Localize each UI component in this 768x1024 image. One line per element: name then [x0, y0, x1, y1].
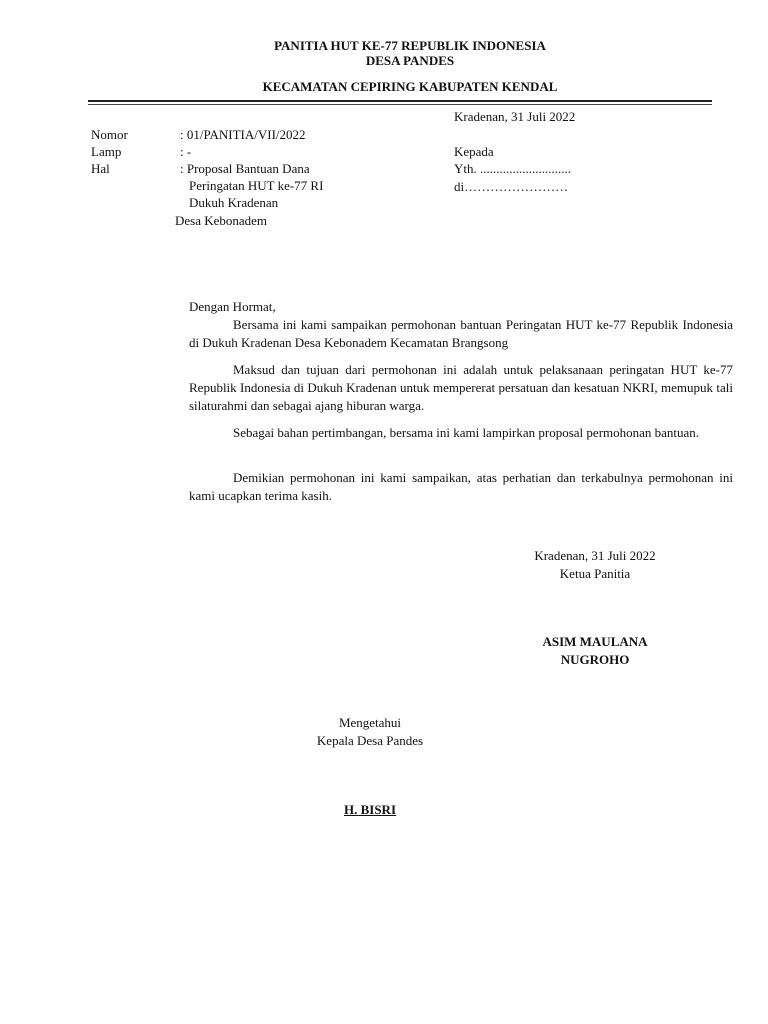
- signature-name-line-1: ASIM MAULANA: [542, 634, 648, 649]
- body-paragraph-1: Bersama ini kami sampaikan permohonan bantuan Peringatan HUT ke-77 Republik Indonesia di Dukuh Kradenan Desa Kebonadem Kecamatan Brangsong: [189, 317, 733, 350]
- place-date-top: Kradenan, 31 Juli 2022: [454, 109, 576, 124]
- salutation: Dengan Hormat,: [189, 299, 276, 314]
- signature-block: [490, 547, 700, 583]
- recipient-kepada: Kepada: [454, 144, 494, 159]
- header-line-1: PANITIA HUT KE-77 REPUBLIK INDONESIA: [274, 38, 546, 53]
- recipient-di: di……………………: [454, 179, 569, 194]
- acknowledgement-name: H. BISRI: [343, 802, 397, 817]
- hal-value-4: Desa Kebonadem: [175, 213, 268, 228]
- letterhead-rule-thin: [88, 104, 712, 105]
- body-paragraph-3: Sebagai bahan pertimbangan, bersama ini kami lampirkan proposal permohonan bantuan.: [233, 425, 700, 440]
- acknowledgement-block: [270, 714, 470, 750]
- hal-value-2: Peringatan HUT ke-77 RI: [189, 178, 324, 193]
- signature-name-line-2: NUGROHO: [560, 652, 630, 667]
- header-line-2: DESA PANDES: [365, 53, 455, 68]
- hal-label: Hal: [91, 161, 110, 176]
- hal-value-3: Dukuh Kradenan: [189, 195, 279, 210]
- signature-name: [490, 633, 700, 669]
- body-paragraph-2: Maksud dan tujuan dari permohonan ini adalah untuk pelaksanaan peringatan HUT ke-77 Republik Indonesia di Dukuh Kradenan untuk mempererat persatuan dan kesatuan NKRI, memupuk tali silaturahmi dan sebagai ajang hiburan warga.: [189, 362, 733, 413]
- acknowledgement-name-wrap: [270, 801, 470, 819]
- hal-value-1: : Proposal Bantuan Dana: [180, 161, 310, 176]
- lamp-label: Lamp: [91, 144, 122, 159]
- signature-place-date: Kradenan, 31 Juli 2022: [534, 548, 656, 563]
- signature-role: Ketua Panitia: [559, 566, 631, 581]
- acknowledgement-role: Kepala Desa Pandes: [316, 733, 424, 748]
- recipient-yth: Yth. ............................: [454, 161, 571, 176]
- nomor-label: Nomor: [91, 127, 128, 142]
- body-paragraph-4: Demikian permohonan ini kami sampaikan, atas perhatian dan terkabulnya permohonan ini kami ucapkan terima kasih.: [189, 470, 733, 503]
- nomor-value: : 01/PANITIA/VII/2022: [180, 127, 306, 142]
- letterhead-rule-thick: [88, 100, 712, 102]
- acknowledgement-label: Mengetahui: [338, 715, 402, 730]
- lamp-value: : -: [180, 144, 192, 159]
- header-line-3: KECAMATAN CEPIRING KABUPATEN KENDAL: [262, 79, 558, 94]
